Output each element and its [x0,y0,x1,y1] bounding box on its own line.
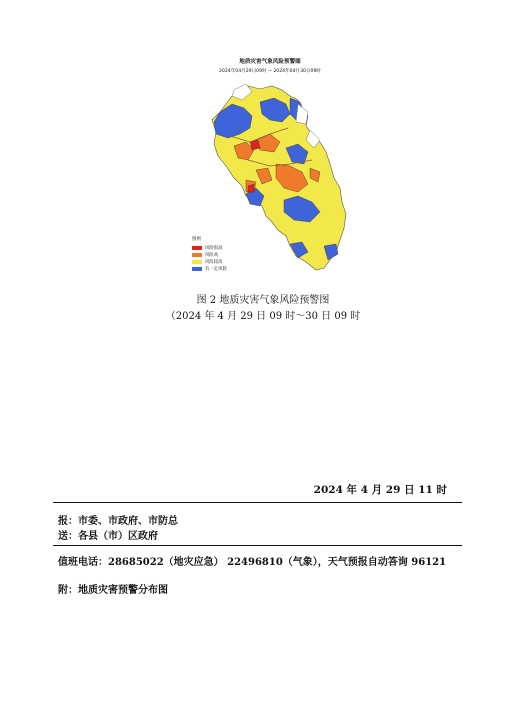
legend-swatch [192,253,202,257]
duty-phone: 值班电话：28685022（地灾应急） 22496810（气象），天气预报自动答询 96121 [58,557,447,568]
map-legend [192,236,227,272]
map-subtitle: 2024年04月29日09时 ~ 2024年04月30日09时 [219,69,321,74]
legend-label: 风险很高 [205,245,223,251]
legend-title: 图例 [192,237,201,242]
issue-date: 2024 年 4 月 29 日 11 时 [313,484,447,496]
divider [53,502,462,503]
risk-warning-map [190,56,350,282]
report-to: 报：市委、市政府、市防总 [58,516,178,527]
map-region-white [296,104,308,124]
attachment-note: 附：地质灾害预警分布图 [58,585,168,596]
divider [53,545,462,546]
legend-label: 风险高 [205,252,219,258]
legend-swatch [192,267,202,271]
legend-label: 风险较高 [205,259,223,265]
legend-label: 有一定风险 [205,266,227,272]
map-title: 地质灾害气象风险预警图 [239,59,301,65]
figure-caption: 图 2 地质灾害气象风险预警图 [196,295,330,306]
legend-item [192,251,227,258]
legend-item [192,244,227,251]
legend-swatch [192,246,202,250]
legend-item [192,258,227,265]
legend-item [192,265,227,272]
send-to: 送：各县（市）区政府 [58,531,158,542]
legend-swatch [192,260,202,264]
figure-caption-period: （2024 年 4 月 29 日 09 时～30 日 09 时 [165,311,361,322]
